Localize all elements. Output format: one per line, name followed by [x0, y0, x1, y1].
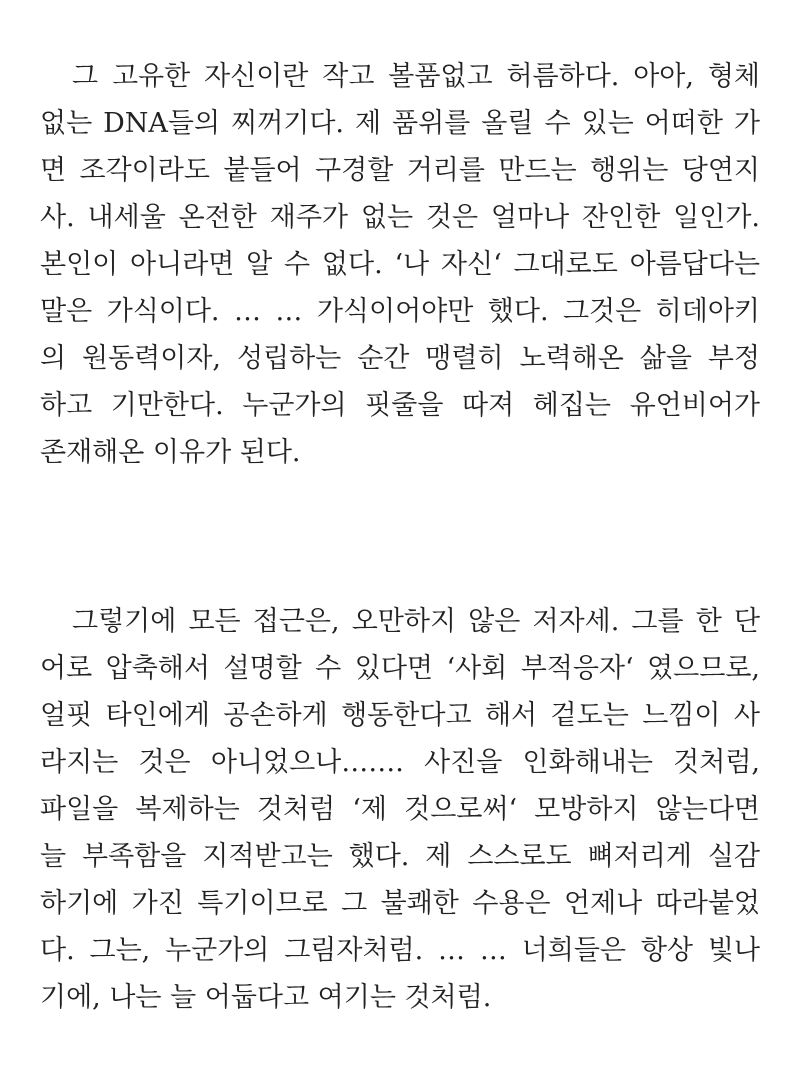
text-line: 하기에 가진 특기이므로 그 불쾌한 수용은 언제나 따라붙었: [40, 888, 760, 919]
paragraph-1: [40, 53, 760, 476]
text-line: 파일을 복제하는 것처럼 ‘제 것으로써‘ 모방하지 않는다면: [40, 794, 760, 825]
text-line: 기에, 나는 늘 어둡다고 여기는 것처럼.: [40, 982, 492, 1013]
paragraph-2: [40, 598, 760, 1021]
text-line: 사. 내세울 온전한 재주가 없는 것은 얼마나 잔인한 일인가.: [40, 202, 760, 233]
text-line: 의 원동력이자, 성립하는 순간 맹렬히 노력해온 삶을 부정: [40, 343, 760, 374]
text-line: 늘 부족함을 지적받고는 했다. 제 스스로도 뼈저리게 실감: [40, 841, 760, 872]
text-line: 존재해온 이유가 된다.: [40, 437, 301, 468]
text-line: 본인이 아니라면 알 수 없다. ‘나 자신‘ 그대로도 아름답다는: [40, 249, 760, 280]
text-line: 라지는 것은 아니었으나……. 사진을 인화해내는 것처럼,: [40, 747, 760, 778]
text-line: 말은 가식이다. … … 가식이어야만 했다. 그것은 히데아키: [40, 296, 760, 327]
text-line: 그렇기에 모든 접근은, 오만하지 않은 저자세. 그를 한 단: [72, 606, 760, 637]
text-line: 하고 기만한다. 누군가의 핏줄을 따져 헤집는 유언비어가: [40, 390, 760, 421]
text-line: 그 고유한 자신이란 작고 볼품없고 허름하다. 아아, 형체: [72, 61, 760, 92]
text-line: 어로 압축해서 설명할 수 있다면 ‘사회 부적응자‘ 였으므로,: [40, 653, 760, 684]
text-line: 다. 그는, 누군가의 그림자처럼. … … 너희들은 항상 빛나: [40, 935, 760, 966]
text-line: 면 조각이라도 붙들어 구경할 거리를 만드는 행위는 당연지: [40, 155, 760, 186]
text-line: 얼핏 타인에게 공손하게 행동한다고 해서 겉도는 느낌이 사: [40, 700, 760, 731]
text-line: 없는 DNA들의 찌꺼기다. 제 품위를 올릴 수 있는 어떠한 가: [40, 108, 760, 139]
